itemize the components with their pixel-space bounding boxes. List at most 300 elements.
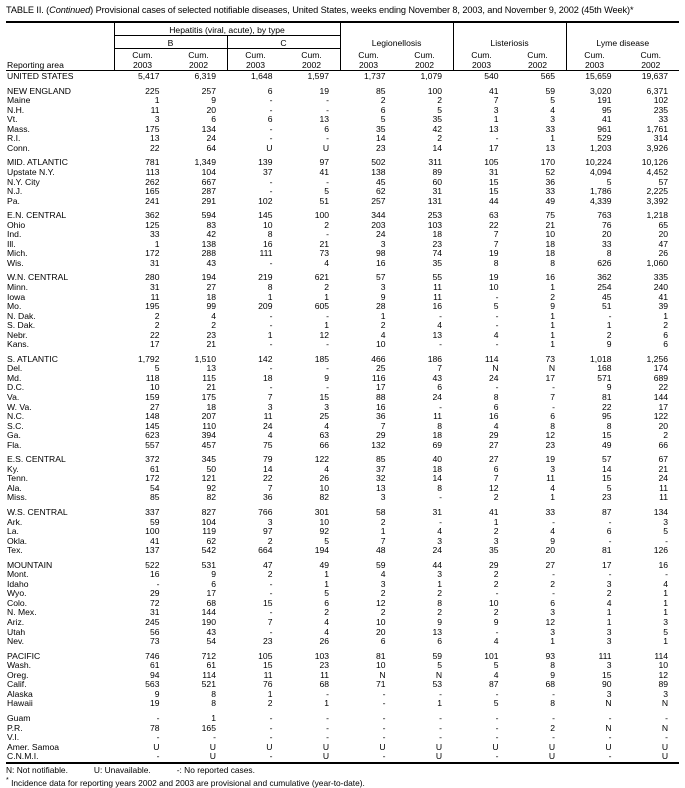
row-value-c6: 8: [493, 257, 499, 268]
row-value-c1: -: [213, 732, 216, 743]
row-value-c7: -: [552, 732, 556, 743]
table-row-state: [6, 493, 679, 503]
row-value-c0: 61: [149, 463, 160, 474]
row-area-label: Nev.: [7, 636, 25, 647]
row-value-c0: 2: [154, 320, 160, 331]
row-value-c3: 97: [319, 157, 330, 168]
row-value-c3: -: [326, 229, 330, 240]
row-value-c5: 69: [432, 439, 443, 450]
row-value-c5: 131: [427, 195, 443, 206]
row-value-c2: 139: [258, 157, 273, 168]
row-value-c6: 1: [493, 516, 499, 527]
row-value-c5: 18: [432, 229, 443, 240]
row-area-label: N.Y. City: [7, 176, 40, 187]
table-row-state: [6, 422, 679, 432]
row-value-c6: 101: [484, 650, 499, 661]
row-value-c5: 4: [437, 320, 443, 331]
row-value-c9: -: [665, 569, 669, 580]
row-value-c8: 362: [597, 272, 612, 283]
row-value-c0: 172: [145, 473, 160, 484]
row-value-c6: -: [495, 722, 499, 733]
row-value-c7: 6: [550, 597, 556, 608]
row-value-c9: 1: [663, 607, 669, 618]
row-value-c2: 10: [262, 219, 273, 230]
row-value-c4: 29: [375, 430, 386, 441]
row-value-c8: 87: [601, 507, 612, 518]
table-row-state: [6, 618, 679, 628]
row-value-c1: 165: [201, 722, 216, 733]
row-value-c3: 63: [319, 430, 330, 441]
row-value-c2: 1: [267, 329, 273, 340]
row-value-c5: 23: [432, 238, 443, 249]
notifiable-diseases-table: [6, 21, 679, 764]
row-value-c8: 5: [606, 482, 612, 493]
row-value-c6: 35: [488, 545, 499, 556]
row-value-c0: 41: [149, 535, 160, 546]
row-value-c8: 168: [597, 363, 612, 374]
row-value-c4: -: [382, 688, 386, 699]
row-value-c5: 18: [432, 430, 443, 441]
row-value-c8: 15,659: [585, 70, 612, 81]
row-value-c7: 59: [545, 85, 556, 96]
row-area-label: MID. ATLANTIC: [7, 157, 68, 168]
row-value-c3: -: [326, 310, 330, 321]
row-value-c6: 29: [488, 430, 499, 441]
row-value-c4: 71: [375, 679, 386, 690]
row-value-c6: 12: [488, 482, 499, 493]
row-value-c3: 92: [319, 526, 330, 537]
table-row-region: [6, 273, 679, 283]
year-label: 2003: [584, 59, 605, 70]
cum-label: Cum.: [245, 49, 266, 60]
row-value-c0: 5,417: [137, 70, 160, 81]
row-value-c9: 114: [654, 650, 669, 661]
table-row-state: [6, 680, 679, 690]
row-value-c8: 49: [601, 439, 612, 450]
row-value-c8: 33: [601, 238, 612, 249]
row-value-c0: 85: [149, 492, 160, 503]
row-value-c0: -: [114, 752, 171, 763]
row-value-c9: 335: [653, 272, 669, 283]
row-area-label: Maine: [7, 95, 31, 106]
row-value-c7: 8: [550, 257, 556, 268]
row-value-c4: 2: [380, 588, 386, 599]
footnote-incidence-text: Incidence data for reporting years 2002 and 2003 are provisional and cumulative (year-to-date).: [11, 777, 365, 788]
row-value-c2: 7: [267, 482, 273, 493]
row-value-c8: 8: [606, 248, 612, 259]
row-area-label: Mo.: [7, 301, 22, 312]
row-area-label: Upstate N.Y.: [7, 166, 55, 177]
row-value-c5: 11: [433, 411, 443, 422]
row-value-c4: 16: [375, 257, 386, 268]
table-body: [6, 70, 679, 763]
row-value-c8: 1: [606, 320, 612, 331]
header-corner-blank: [6, 22, 114, 36]
row-value-c8: 23: [601, 492, 612, 503]
row-area-label: Ariz.: [7, 617, 25, 628]
row-value-c1: 542: [201, 545, 216, 556]
row-value-c6: -: [495, 339, 499, 350]
row-value-c3: 49: [319, 559, 330, 570]
row-value-c8: 5: [606, 176, 612, 187]
row-value-c4: 2: [380, 320, 386, 331]
table-row-state: [6, 374, 679, 384]
row-value-c9: 12: [658, 669, 669, 680]
table-row-state: [6, 608, 679, 618]
footnote-incidence: [6, 776, 679, 788]
row-value-c4: 3: [380, 281, 386, 292]
row-value-c9: -: [665, 535, 669, 546]
col-hepb-cum-2002: [171, 48, 228, 70]
row-value-c5: 43: [432, 372, 443, 383]
title-prefix: TABLE II. (: [6, 5, 50, 15]
row-value-c7: 18: [545, 248, 556, 259]
row-value-c3: 1: [324, 320, 330, 331]
row-value-c1: 345: [201, 454, 216, 465]
row-value-c1: 175: [201, 392, 216, 402]
row-area-label: Mich.: [7, 248, 28, 259]
row-value-c1: 8: [211, 688, 216, 699]
row-value-c6: 5: [493, 698, 499, 709]
table-row-state: [6, 383, 679, 393]
row-value-c8: 14: [601, 463, 612, 474]
cum-label: Cum.: [358, 49, 379, 60]
col-hepc-cum-2002: [284, 48, 341, 70]
row-value-c3: 5: [324, 588, 330, 599]
row-value-c4: 10: [375, 339, 386, 350]
row-area-label: N.H.: [7, 104, 25, 115]
table-row-state: [6, 259, 679, 269]
row-area-label: Mass.: [7, 123, 30, 134]
row-value-c1: 667: [201, 176, 216, 187]
row-value-c6: 10: [488, 281, 499, 292]
page-title: [6, 5, 679, 17]
row-value-c2: -: [269, 363, 273, 374]
row-value-c3: 73: [319, 248, 330, 259]
row-value-c0: 125: [145, 219, 160, 230]
row-value-c7: 13: [545, 142, 556, 153]
row-value-c2: 7: [267, 392, 273, 402]
row-value-c4: N: [379, 669, 386, 680]
row-value-c3: 1,597: [307, 70, 330, 81]
row-value-c5: 35: [432, 114, 443, 125]
row-value-c3: 11: [320, 669, 330, 680]
year-label: 2003: [358, 59, 379, 70]
row-value-c8: -: [608, 535, 612, 546]
table-row-state: [6, 714, 679, 724]
row-value-c6: 15: [488, 176, 499, 187]
row-value-c3: -: [326, 95, 330, 106]
row-value-c2: 24: [262, 420, 273, 431]
row-value-c3: 66: [319, 439, 330, 450]
table-row-region: [6, 561, 679, 571]
row-value-c8: 626: [597, 257, 612, 268]
col-legionellosis-cum-2002: [397, 48, 454, 70]
row-value-c5: 16: [432, 301, 443, 312]
row-area-label: N.C.: [7, 411, 25, 422]
row-value-c9: 10: [658, 660, 669, 671]
row-area-label: Fla.: [7, 439, 22, 450]
row-area-label: E.S. CENTRAL: [7, 454, 66, 465]
row-value-c4: 344: [371, 210, 386, 221]
row-value-c2: 145: [258, 210, 273, 221]
row-value-c8: 191: [597, 95, 612, 106]
row-value-c3: 10: [319, 482, 330, 493]
table-row-state: [6, 106, 679, 116]
row-value-c1: 21: [206, 339, 216, 350]
row-value-c5: -: [439, 492, 443, 503]
row-value-c1: 1,510: [194, 353, 216, 364]
row-value-c9: 66: [658, 439, 669, 450]
row-value-c0: 9: [154, 688, 160, 699]
row-value-c6: 31: [488, 166, 499, 177]
row-value-c2: -: [269, 588, 273, 599]
row-value-c4: -: [382, 732, 386, 743]
table-row-state: [6, 197, 679, 207]
row-value-c9: -: [665, 712, 669, 723]
row-value-c3: -: [326, 722, 330, 733]
row-value-c4: 17: [375, 382, 386, 393]
row-value-c9: 134: [653, 507, 669, 518]
row-value-c1: 827: [201, 507, 216, 518]
row-value-c6: -: [495, 291, 499, 302]
row-value-c9: 1: [663, 588, 669, 599]
row-area-label: W.N. CENTRAL: [7, 272, 69, 283]
row-value-c6: -: [495, 310, 499, 321]
row-value-c6: N: [492, 363, 499, 374]
row-value-c5: 5: [437, 104, 443, 115]
row-value-c6: 105: [484, 157, 499, 168]
row-value-c8: 81: [601, 392, 612, 402]
row-area-label: P.R.: [7, 722, 23, 733]
row-value-c4: 3: [380, 578, 386, 589]
row-value-c2: 8: [267, 281, 273, 292]
cum-label: Cum.: [471, 49, 492, 60]
row-value-c3: 13: [319, 114, 330, 125]
row-value-c1: 134: [201, 123, 216, 134]
row-value-c3: 10: [319, 516, 330, 527]
row-value-c7: 1: [550, 339, 556, 350]
row-value-c5: -: [439, 722, 443, 733]
legend-dash: -: No reported cases.: [176, 765, 255, 776]
row-value-c0: 175: [145, 123, 160, 134]
table-row-state: [6, 599, 679, 609]
row-value-c2: -: [269, 712, 273, 723]
row-value-c1: 83: [206, 219, 216, 230]
row-value-c2: 2: [267, 535, 273, 546]
row-area-label: Wis.: [7, 257, 24, 268]
row-value-c5: 13: [432, 329, 443, 340]
row-value-c8: 95: [601, 411, 612, 422]
row-value-c5: 8: [437, 597, 443, 608]
row-value-c7: 3: [550, 463, 556, 474]
row-value-c1: 50: [206, 463, 216, 474]
row-value-c1: 54: [206, 636, 216, 647]
row-value-c9: 102: [653, 95, 669, 106]
row-value-c5: 9: [437, 617, 443, 628]
row-value-c6: 63: [488, 210, 499, 221]
row-value-c3: 1: [324, 569, 330, 580]
row-value-c9: 1: [663, 597, 669, 608]
row-value-c4: 10: [375, 660, 386, 671]
row-value-c2: 97: [262, 526, 273, 537]
row-value-c9: U: [623, 752, 680, 763]
table-row-state: [6, 393, 679, 403]
row-value-c4: 12: [375, 597, 386, 608]
row-value-c8: -: [608, 732, 612, 743]
row-value-c4: 132: [371, 439, 386, 450]
row-value-c3: -: [326, 363, 330, 374]
row-value-c5: -: [439, 688, 443, 699]
row-value-c7: 4: [550, 526, 556, 537]
row-value-c0: 623: [145, 430, 160, 441]
row-value-c5: 35: [432, 257, 443, 268]
row-value-c9: 11: [659, 492, 669, 503]
row-value-c8: 254: [597, 281, 612, 292]
table-row-region: [6, 508, 679, 518]
row-value-c5: -: [439, 516, 443, 527]
row-value-c2: 14: [262, 463, 273, 474]
legend-n: N: Not notifiable.: [6, 765, 68, 776]
row-value-c8: 20: [601, 229, 612, 240]
row-value-c5: 53: [432, 679, 443, 690]
row-area-label: Tenn.: [7, 473, 29, 484]
cum-label: Cum.: [584, 49, 605, 60]
row-value-c3: 51: [319, 195, 330, 206]
row-area-label: Ohio: [7, 219, 26, 230]
row-value-c9: 1,256: [646, 353, 669, 364]
table-row-state: [6, 474, 679, 484]
row-value-c0: 94: [149, 669, 160, 680]
header-group-row: [6, 22, 679, 36]
row-value-c1: 6: [211, 114, 216, 125]
row-value-c9: 174: [653, 363, 669, 374]
row-value-c8: 1,203: [590, 142, 612, 153]
col-listeriosis-cum-2002: [510, 48, 567, 70]
row-value-c6: 87: [488, 679, 499, 690]
row-value-c9: 47: [658, 238, 669, 249]
row-value-c5: 7: [437, 363, 443, 374]
row-value-c9: 4: [663, 578, 669, 589]
row-area-label: Vt.: [7, 114, 18, 125]
row-value-c1: 4: [211, 310, 216, 321]
row-value-c1: 42: [206, 229, 216, 240]
row-value-c0: 372: [145, 454, 160, 465]
row-value-c7: -: [552, 688, 556, 699]
table-row-state: [6, 283, 679, 293]
row-value-c6: 4: [493, 420, 499, 431]
row-area-label: Utah: [7, 626, 26, 637]
row-value-c9: 20: [658, 420, 669, 431]
row-value-c5: 253: [427, 210, 443, 221]
table-row-state: [6, 312, 679, 322]
row-value-c0: 1: [154, 238, 160, 249]
row-value-c3: 41: [319, 166, 330, 177]
row-value-c9: 10,126: [641, 157, 669, 168]
row-value-c5: 42: [432, 123, 443, 134]
row-value-c3: 100: [314, 210, 330, 221]
row-value-c8: 9: [606, 339, 612, 350]
row-value-c7: -: [552, 588, 556, 599]
row-value-c9: 19,637: [641, 70, 669, 81]
row-value-c4: 3: [380, 492, 386, 503]
row-value-c3: 4: [324, 626, 330, 637]
row-value-c5: 2: [437, 95, 443, 106]
row-value-c8: 1,786: [590, 186, 612, 197]
row-value-c7: 3: [550, 626, 556, 637]
row-value-c1: 99: [206, 301, 216, 312]
row-value-c0: 563: [145, 679, 160, 690]
row-value-c4: 2: [380, 607, 386, 618]
row-value-c4: -: [340, 752, 397, 763]
row-value-c7: 11: [546, 473, 556, 484]
row-value-c0: 78: [149, 722, 160, 733]
row-value-c6: 22: [488, 219, 499, 230]
row-value-c1: 138: [201, 238, 216, 249]
row-value-c8: -: [608, 712, 612, 723]
row-value-c2: 2: [267, 569, 273, 580]
row-value-c7: 1: [550, 310, 556, 321]
row-value-c4: 116: [371, 372, 386, 383]
row-area-label: Ill.: [7, 238, 16, 249]
row-value-c5: 4: [437, 526, 443, 537]
row-value-c7: 8: [550, 698, 556, 709]
row-area-label: N. Mex.: [7, 607, 37, 618]
row-value-c5: N: [435, 669, 443, 680]
row-value-c8: 571: [597, 372, 612, 383]
row-value-c3: -: [326, 712, 330, 723]
row-value-c5: 311: [428, 157, 443, 168]
row-value-c0: 113: [145, 166, 160, 177]
row-value-c6: -: [495, 688, 499, 699]
row-value-c8: 2: [606, 588, 612, 599]
row-value-c0: 10: [149, 382, 160, 393]
row-value-c8: 1: [606, 617, 612, 628]
row-value-c0: 280: [145, 272, 160, 283]
row-value-c9: 3,392: [646, 195, 669, 206]
row-area-label: Oreg.: [7, 669, 29, 680]
row-value-c0: 1,792: [137, 353, 160, 364]
row-value-c9: 6: [663, 329, 669, 340]
table-row-state: [6, 690, 679, 700]
row-value-c1: 394: [201, 430, 216, 441]
row-value-c5: 3: [437, 535, 443, 546]
row-area-label: Guam: [7, 712, 31, 723]
table-row-region: [6, 455, 679, 465]
row-value-c8: 81: [601, 545, 612, 556]
row-value-c8: 4,339: [590, 195, 612, 206]
row-value-c8: -: [608, 310, 612, 321]
row-value-c5: -: [439, 310, 443, 321]
row-area-label: V.I.: [7, 732, 20, 743]
row-value-c5: 31: [432, 507, 443, 518]
row-value-c0: 16: [149, 569, 160, 580]
row-value-c9: 26: [658, 248, 669, 259]
row-value-c3: 25: [319, 411, 330, 422]
table-row-state: [6, 752, 679, 763]
row-value-c1: 23: [206, 329, 216, 340]
row-value-c6: 19: [488, 248, 499, 259]
row-value-c3: 82: [319, 492, 330, 503]
row-value-c6: 13: [488, 123, 499, 134]
table-row-state: [6, 431, 679, 441]
table-row-region: [6, 652, 679, 662]
row-area-label: R.I.: [7, 133, 21, 144]
row-value-c3: 5: [324, 186, 330, 197]
row-value-c7: 12: [545, 430, 556, 441]
row-value-c8: -: [608, 569, 612, 580]
row-value-c4: 48: [375, 545, 386, 556]
